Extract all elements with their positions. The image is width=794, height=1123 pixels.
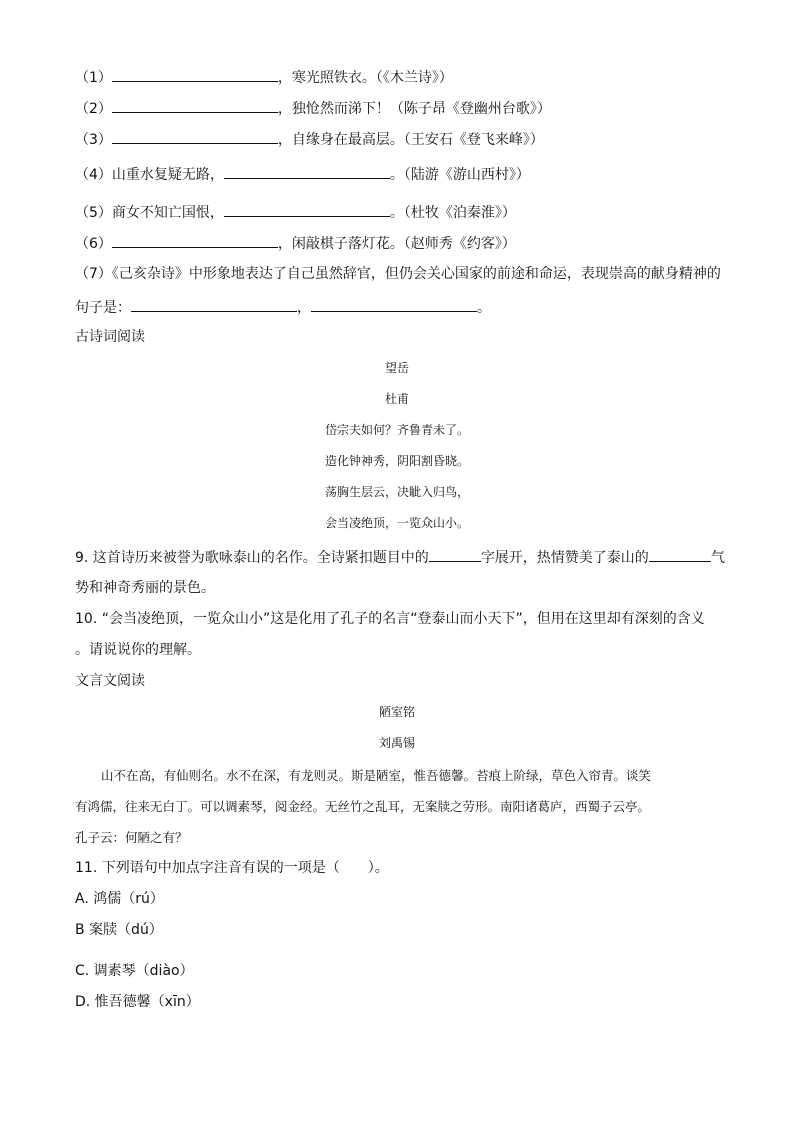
question-10-line1: 10. “会当凌绝顶，一览众山小”这是化用了孔子的名言“登泰山而小天下”，但用在这里却有深刻的含义 <box>75 611 705 627</box>
answer-blank[interactable] <box>224 202 390 217</box>
answer-blank[interactable] <box>112 233 278 248</box>
answer-blank[interactable] <box>311 297 477 312</box>
fill-in-item-6: （6） ，闲敲棋子落灯花。（赵师秀《约客》） <box>75 233 516 254</box>
item-number: （1） <box>75 70 112 86</box>
option-b[interactable]: B 案牍（dú） <box>75 922 163 938</box>
item-number: （4） <box>75 167 112 183</box>
fill-in-item-3: （3） ，自缘身在最高层。（王安石《登飞来峰》） <box>75 129 544 150</box>
answer-blank[interactable] <box>112 67 278 82</box>
answer-blank[interactable] <box>112 129 278 144</box>
poem-line-2: 造化钟神秀，阴阳割昏晓。 <box>324 454 469 468</box>
answer-blank[interactable] <box>649 547 711 562</box>
answer-blank[interactable] <box>224 164 390 179</box>
poem-author: 杜甫 <box>384 392 409 406</box>
fill-in-item-7-line2: 句子是： ， 。 <box>75 297 491 318</box>
poem-line-1: 岱宗夫如何？齐鲁青未了。 <box>324 423 469 437</box>
question-9-continued: 势和神奇秀丽的景色。 <box>75 580 215 596</box>
fill-in-item-1: （1） ，寒光照铁衣。（《木兰诗》） <box>75 67 453 88</box>
poem-line-4: 会当凌绝顶，一览众山小。 <box>324 516 469 530</box>
fill-in-item-7-line1: （7）《己亥杂诗》中形象地表达了自己虽然辞官，但仍会关心国家的前途和命运，表现崇高的献身精神的 <box>75 266 721 282</box>
option-c[interactable]: C. 调素琴（diào） <box>75 963 194 979</box>
prose-line-2: 有鸿儒，往来无白丁。可以调素琴，阅金经。无丝竹之乱耳，无案牍之劳形。南阳诸葛庐，西蜀子云亭。 <box>75 799 651 814</box>
section-heading-classical-prose: 文言文阅读 <box>75 673 145 689</box>
fill-in-item-4: （4）山重水复疑无路， 。（陆游《游山西村》） <box>75 164 530 185</box>
item-number: （5） <box>75 205 112 221</box>
answer-blank[interactable] <box>429 547 481 562</box>
option-a[interactable]: A. 鸿儒（rú） <box>75 891 164 907</box>
fill-in-item-5: （5）商女不知亡国恨， 。（杜牧《泊秦淮》） <box>75 202 516 223</box>
question-11-stem: 11. 下列语句中加点字注音有误的一项是（ ）。 <box>75 860 389 876</box>
poem-title: 望岳 <box>384 361 409 375</box>
option-d[interactable]: D. 惟吾德馨（xīn） <box>75 994 200 1010</box>
poem-line-3: 荡胸生层云，决眦入归鸟， <box>324 485 469 499</box>
answer-blank[interactable] <box>112 98 278 113</box>
section-heading-poetry: 古诗词阅读 <box>75 329 145 345</box>
question-9: 9. 这首诗历来被誉为歌咏泰山的名作。全诗紧扣题目中的 字展开，热情赞美了泰山的 气 <box>75 547 725 568</box>
prose-author: 刘禹锡 <box>378 736 415 750</box>
item-number: （6） <box>75 236 112 252</box>
item-number: （2） <box>75 101 112 117</box>
prose-line-3: 孔子云：何陋之有？ <box>75 830 188 845</box>
fill-in-item-2: （2） ，独怆然而涕下！（陈子昂《登幽州台歌》） <box>75 98 551 119</box>
answer-blank[interactable] <box>131 297 297 312</box>
item-number: （3） <box>75 132 112 148</box>
prose-title: 陋室铭 <box>378 705 415 719</box>
question-10-line2: 。请说说你的理解。 <box>75 642 201 658</box>
prose-line-1: 山不在高，有仙则名。水不在深，有龙则灵。斯是陋室，惟吾德馨。苔痕上阶绿，草色入帘青。谈笑 <box>101 768 652 783</box>
